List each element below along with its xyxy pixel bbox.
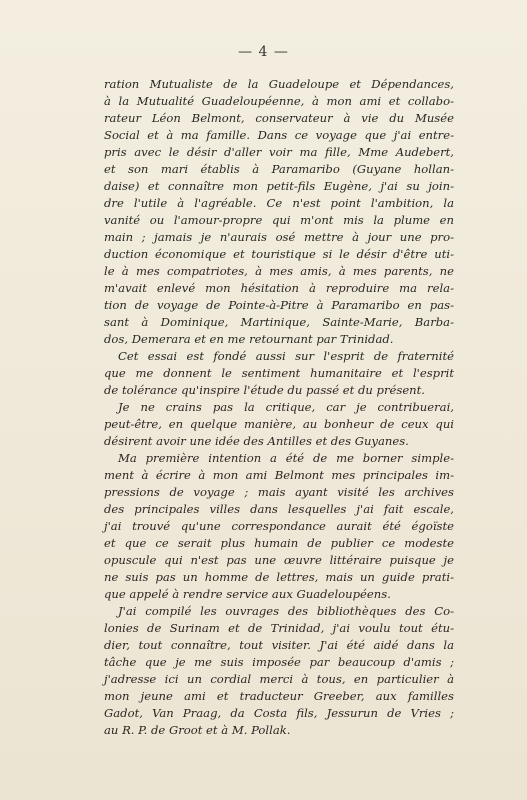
text-line: vanité ou l'amour-propre qui m'ont mis la plume en	[104, 213, 454, 227]
text-line: pressions de voyage ; mais ayant visité les archives	[104, 485, 454, 499]
text-line: dos, Demerara et en me retournant par Trinidad.	[104, 332, 394, 346]
text-line: Gadot, Van Praag, da Costa fils, Jessurun de Vries ;	[104, 706, 454, 720]
text-line: daise) et connaître mon petit-fils Eugène, j'ai su join-	[104, 179, 454, 193]
text-line: main ; jamais je n'aurais osé mettre à jour une pro-	[104, 230, 454, 244]
text-line: sant à Dominique, Martinique, Sainte-Marie, Barba-	[104, 315, 454, 329]
text-line: dier, tout connaître, tout visiter. J'ai été aidé dans la	[104, 638, 454, 652]
text-line: au R. P. de Groot et à M. Pollak.	[104, 723, 291, 737]
text-line: m'avait enlevé mon hésitation à reproduire ma rela-	[104, 281, 454, 295]
text-line: à la Mutualité Guadeloupéenne, à mon ami et collabo-	[104, 94, 454, 108]
text-line: ration Mutualiste de la Guadeloupe et Dépendances,	[104, 77, 454, 91]
text-line: de tolérance qu'inspire l'étude du passé et du présent.	[104, 383, 425, 397]
text-line: peut-être, en quelque manière, au bonheur de ceux qui	[104, 417, 454, 431]
text-line: mon jeune ami et traducteur Greeber, aux familles	[104, 689, 454, 703]
text-line: ne suis pas un homme de lettres, mais un guide prati-	[104, 570, 454, 584]
text-line: j'ai trouvé qu'une correspondance aurait été égoïste	[104, 519, 454, 533]
text-line: tion de voyage de Pointe-à-Pitre à Paramaribo en pas-	[104, 298, 454, 312]
text-line: des principales villes dans lesquelles j'ai fait escale,	[104, 502, 454, 516]
text-line: opuscule qui n'est pas une œuvre littéraire puisque je	[104, 553, 454, 567]
text-line: duction économique et touristique si le désir d'être uti-	[104, 247, 454, 261]
text-line: rateur Léon Belmont, conservateur à vie du Musée	[104, 111, 454, 125]
text-line: que me donnent le sentiment humanitaire et l'esprit	[104, 366, 454, 380]
text-line: j'adresse ici un cordial merci à tous, en particulier à	[104, 672, 454, 686]
text-line: lonies de Surinam et de Trinidad, j'ai voulu tout étu-	[104, 621, 454, 635]
text-line: Je ne crains pas la critique, car je contribuerai,	[118, 400, 454, 414]
text-line: et que ce serait plus humain de publier ce modeste	[104, 536, 454, 550]
text-line: Ma première intention a été de me borner simple-	[118, 451, 454, 465]
text-line: dre l'utile à l'agréable. Ce n'est point l'ambition, la	[104, 196, 454, 210]
body-text	[104, 76, 454, 739]
text-line: pris avec le désir d'aller voir ma fille, Mme Audebert,	[104, 145, 454, 159]
text-line: le à mes compatriotes, à mes amis, à mes parents, ne	[104, 264, 454, 278]
page-number: — 4 —	[238, 44, 289, 60]
text-line: Cet essai est fondé aussi sur l'esprit de fraternité	[118, 349, 454, 363]
text-line: J'ai compilé les ouvrages des bibliothèques des Co-	[118, 604, 454, 618]
text-line: ment à écrire à mon ami Belmont mes principales im-	[104, 468, 454, 482]
text-line: désirent avoir une idée des Antilles et des Guyanes.	[104, 434, 409, 448]
text-line: tâche que je me suis imposée par beaucoup d'amis ;	[104, 655, 454, 669]
text-line: Social et à ma famille. Dans ce voyage que j'ai entre-	[104, 128, 454, 142]
text-line: et son mari établis à Paramaribo (Guyane hollan-	[104, 162, 454, 176]
text-line: que appelé à rendre service aux Guadeloupéens.	[104, 587, 391, 601]
